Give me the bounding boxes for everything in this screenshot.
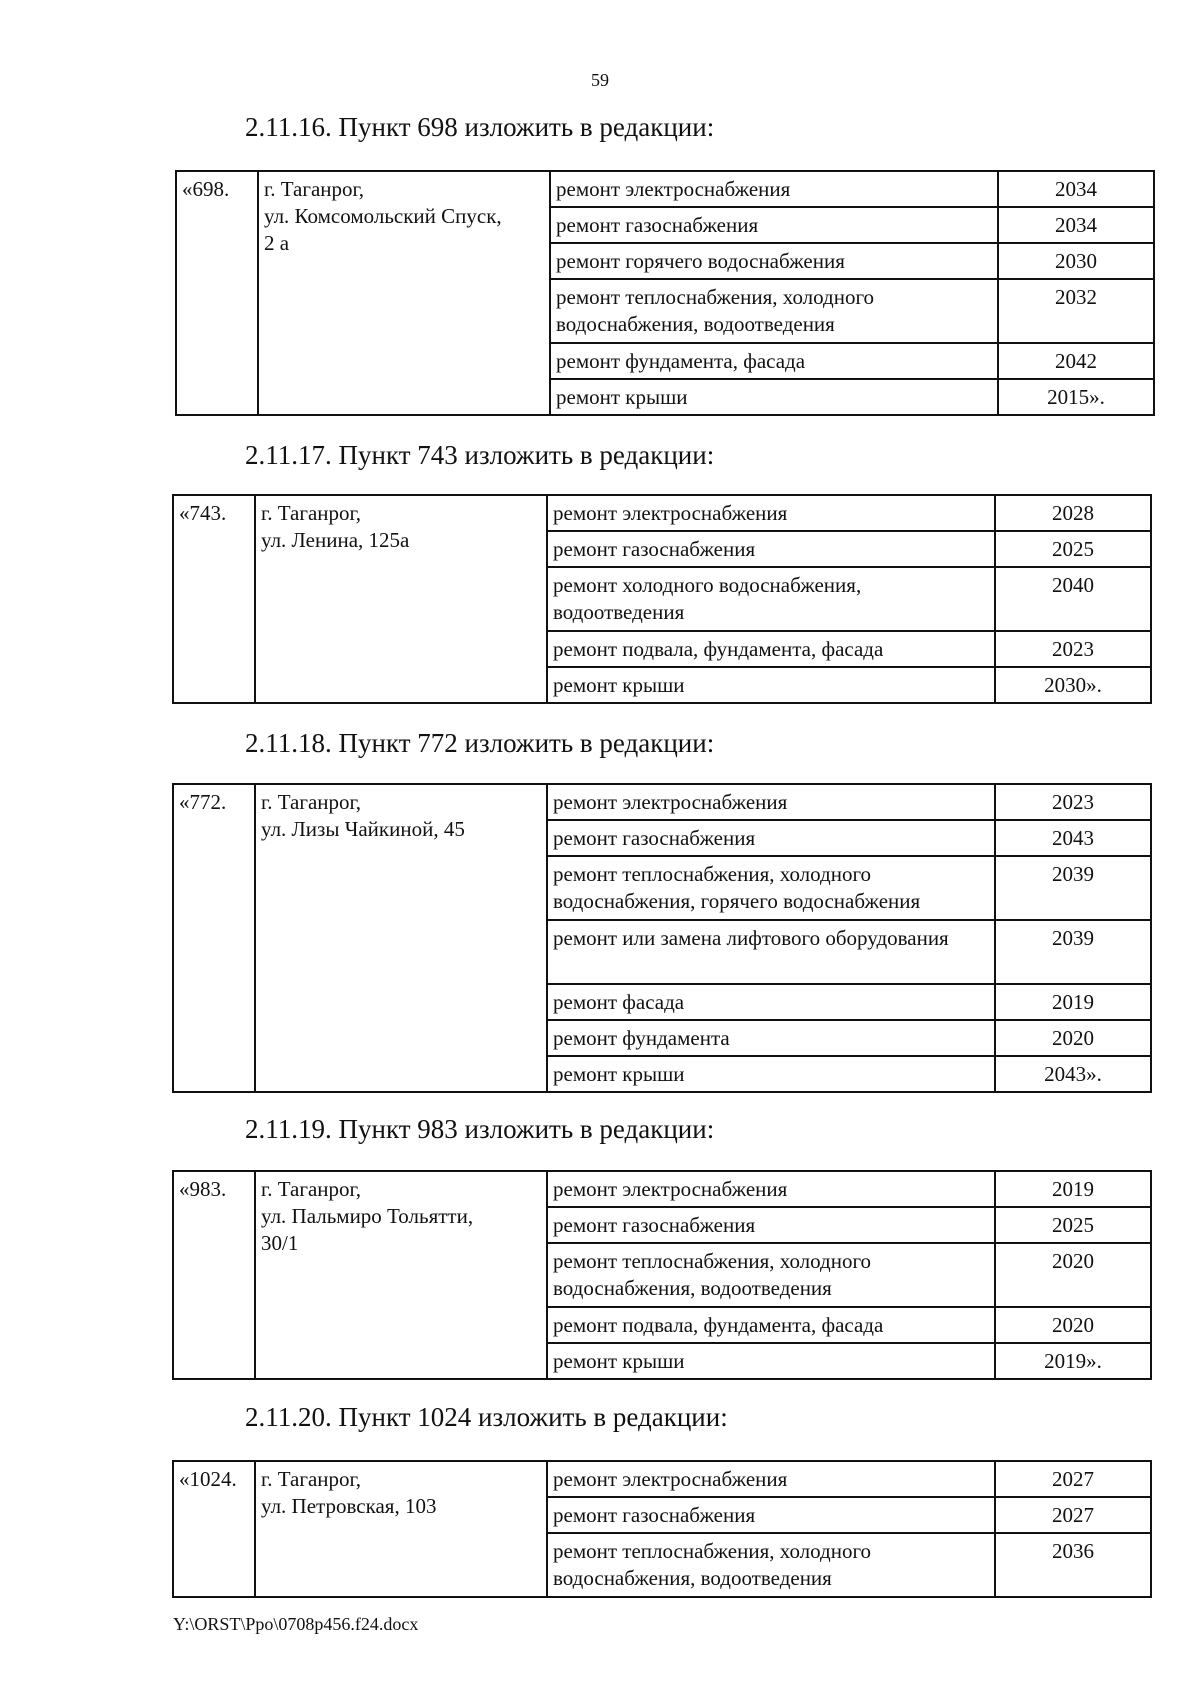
- section-heading: 2.11.20. Пункт 1024 изложить в редакции:: [245, 1402, 728, 1432]
- work-type: ремонт теплоснабжения, холодного водоснабжения, водоотведения: [550, 279, 998, 343]
- section-heading: 2.11.19. Пункт 983 изложить в редакции:: [245, 1114, 715, 1144]
- work-type: ремонт крыши: [547, 1056, 995, 1092]
- work-type: ремонт электроснабжения: [547, 1461, 995, 1497]
- work-type: ремонт или замена лифтового оборудования: [547, 920, 995, 984]
- item-number: «983.: [173, 1171, 255, 1379]
- work-type: ремонт электроснабжения: [547, 1171, 995, 1207]
- item-table: [175, 170, 1155, 416]
- work-type: ремонт электроснабжения: [550, 171, 998, 207]
- work-year: 2023: [995, 631, 1151, 667]
- work-year: 2019».: [995, 1343, 1151, 1379]
- item-number: «1024.: [173, 1461, 255, 1597]
- table-row: [173, 784, 1151, 820]
- work-year: 2019: [995, 984, 1151, 1020]
- item-number: «772.: [173, 784, 255, 1092]
- work-year: 2043: [995, 820, 1151, 856]
- work-year: 2020: [995, 1020, 1151, 1056]
- work-year: 2019: [995, 1171, 1151, 1207]
- work-type: ремонт холодного водоснабжения, водоотведения: [547, 567, 995, 631]
- item-address: г. Таганрог, ул. Комсомольский Спуск, 2 а: [258, 171, 550, 415]
- work-type: ремонт крыши: [547, 1343, 995, 1379]
- item-address: г. Таганрог, ул. Пальмиро Тольятти, 30/1: [255, 1171, 547, 1379]
- table-row: [176, 171, 1154, 207]
- table-row: [173, 1171, 1151, 1207]
- work-year: 2034: [998, 207, 1154, 243]
- page-number: 59: [591, 70, 609, 90]
- item-address: г. Таганрог, ул. Ленина, 125а: [255, 495, 547, 703]
- work-type: ремонт фасада: [547, 984, 995, 1020]
- section-heading: 2.11.16. Пункт 698 изложить в редакции:: [245, 112, 715, 142]
- work-type: ремонт горячего водоснабжения: [550, 243, 998, 279]
- work-type: ремонт фундамента: [547, 1020, 995, 1056]
- work-year: 2025: [995, 1207, 1151, 1243]
- item-address: г. Таганрог, ул. Петровская, 103: [255, 1461, 547, 1597]
- work-year: 2039: [995, 856, 1151, 920]
- work-type: ремонт крыши: [550, 379, 998, 415]
- work-type: ремонт электроснабжения: [547, 784, 995, 820]
- table-row: [173, 1461, 1151, 1497]
- work-year: 2028: [995, 495, 1151, 531]
- work-year: 2015».: [998, 379, 1154, 415]
- work-year: 2027: [995, 1497, 1151, 1533]
- work-type: ремонт теплоснабжения, холодного водоснабжения, водоотведения: [547, 1533, 995, 1597]
- item-number: «698.: [176, 171, 258, 415]
- work-year: 2042: [998, 343, 1154, 379]
- work-year: 2043».: [995, 1056, 1151, 1092]
- work-year: 2032: [998, 279, 1154, 343]
- work-type: ремонт подвала, фундамента, фасада: [547, 1307, 995, 1343]
- section-heading: 2.11.17. Пункт 743 изложить в редакции:: [245, 440, 715, 470]
- item-table: [172, 494, 1152, 704]
- footer-file-path: Y:\ORST\Ppo\0708p456.f24.docx: [173, 1614, 419, 1634]
- work-type: ремонт газоснабжения: [547, 820, 995, 856]
- work-type: ремонт фундамента, фасада: [550, 343, 998, 379]
- work-type: ремонт теплоснабжения, холодного водоснабжения, горячего водоснабжения: [547, 856, 995, 920]
- work-type: ремонт электроснабжения: [547, 495, 995, 531]
- item-table: [172, 783, 1152, 1093]
- work-type: ремонт газоснабжения: [547, 531, 995, 567]
- work-year: 2025: [995, 531, 1151, 567]
- work-type: ремонт газоснабжения: [547, 1497, 995, 1533]
- work-year: 2034: [998, 171, 1154, 207]
- work-year: 2020: [995, 1243, 1151, 1307]
- work-year: 2040: [995, 567, 1151, 631]
- work-type: ремонт крыши: [547, 667, 995, 703]
- work-year: 2027: [995, 1461, 1151, 1497]
- section-heading: 2.11.18. Пункт 772 изложить в редакции:: [245, 728, 715, 758]
- item-table: [172, 1170, 1152, 1380]
- item-table: [172, 1460, 1152, 1598]
- item-address: г. Таганрог, ул. Лизы Чайкиной, 45: [255, 784, 547, 1092]
- work-year: 2030: [998, 243, 1154, 279]
- work-year: 2020: [995, 1307, 1151, 1343]
- work-year: 2036: [995, 1533, 1151, 1597]
- item-number: «743.: [173, 495, 255, 703]
- table-row: [173, 495, 1151, 531]
- work-year: 2030».: [995, 667, 1151, 703]
- work-type: ремонт газоснабжения: [547, 1207, 995, 1243]
- work-year: 2023: [995, 784, 1151, 820]
- work-year: 2039: [995, 920, 1151, 984]
- work-type: ремонт газоснабжения: [550, 207, 998, 243]
- work-type: ремонт теплоснабжения, холодного водоснабжения, водоотведения: [547, 1243, 995, 1307]
- work-type: ремонт подвала, фундамента, фасада: [547, 631, 995, 667]
